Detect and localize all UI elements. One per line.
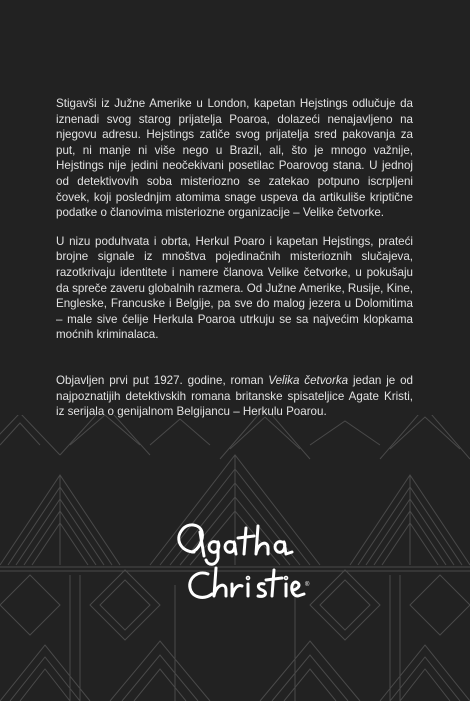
blurb-text xyxy=(56,96,413,433)
trademark-symbol: ® xyxy=(305,582,310,588)
agatha-christie-signature-logo xyxy=(164,512,314,612)
publication-note-lead: Objavljen prvi put 1927. godine, roman xyxy=(56,373,269,387)
publication-note-tail: jedan je od najpoznatijih detektivskih romana britanske spisateljice Agate Kristi, iz serijala o genijalnom Belgijancu – Herkulu Poarou. xyxy=(56,373,414,419)
blurb-paragraph-1: Stigavši iz Južne Amerike u London, kapetan Hejstings odlučuje da iznenadi svog starog prijatelja Poaroa, dolazeći nenajavljeno na njegovu adresu. Hejstings zatiče svog prijatelja sred pakovanja za put, ni manje ni više nego u Brazil, ali, što je mnogo važnije, Hejstings nije jedini neočekivani posetilac Poarovog stana. U jednoj od detektivovih soba misteriozno se zatekao potpuno iscrpljeni čovek, koji poslednjim atomima snage uspeva da artikuliše kriptične podatke o članovima misteriozne organizacije – Velike četvorke. xyxy=(56,97,413,220)
blurb-paragraph-2: U nizu poduhvata i obrta, Herkul Poaro i kapetan Hejstings, prateći brojne signale iz mnoštva pojedinačnih misterioznih slučajeva, razotkrivaju identitete i namere članova Velike četvorke, u pokušaju da spreče zaveru globalnih razmera. Od Južne Amerike, Rusije, Kine, Engleske, Francuske i Belgije, pa sve do malog jezera u Dolomitima – male sive ćelije Herkula Poaroa utrkuju se sa najvećim klopkama moćnih kriminalaca. xyxy=(56,234,414,342)
publication-note xyxy=(56,373,413,420)
book-title: Velika četvorka xyxy=(268,373,349,387)
